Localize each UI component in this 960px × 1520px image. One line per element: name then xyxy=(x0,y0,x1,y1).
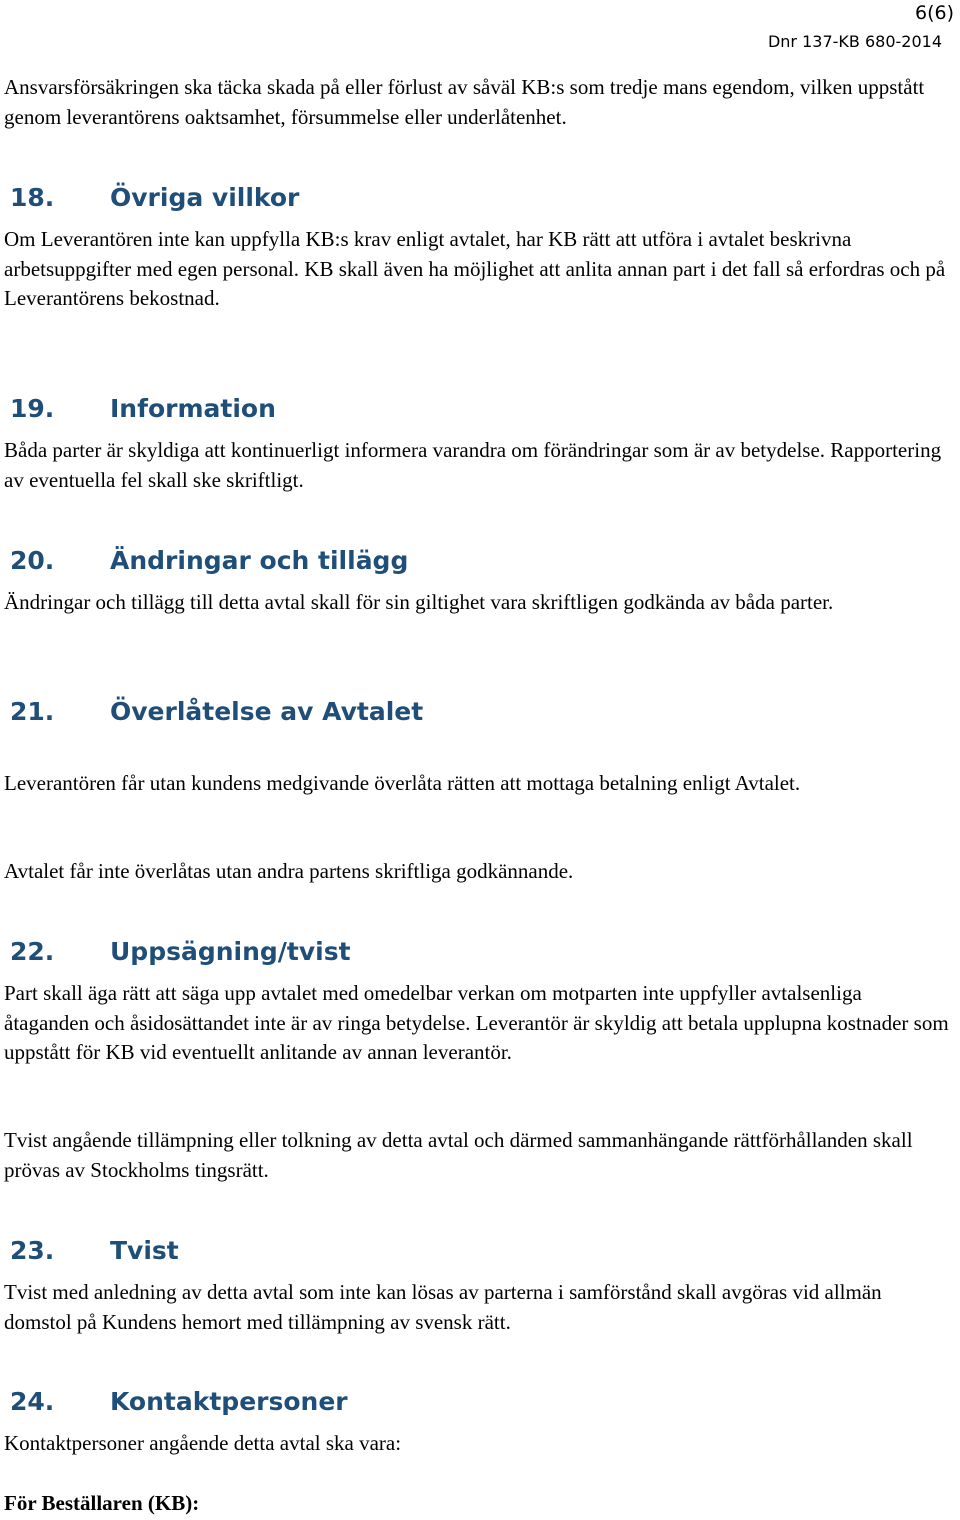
section-22-paragraph-1: Part skall äga rätt att säga upp avtalet med omedelbar verkan om motparten inte uppfyller avtalsenliga åtaganden och åsidosättandet inte är av ringa betydelse. Leverantör är skyldig att betala upplupna kostnader som uppstått för KB vid eventuellt anlitande av annan leverantör. xyxy=(4,981,949,1064)
section-22-title: Uppsägning/tvist xyxy=(110,937,351,966)
section-19-heading xyxy=(10,394,276,423)
section-21-paragraph-2: Avtalet får inte överlåtas utan andra partens skriftliga godkännande. xyxy=(4,859,574,883)
section-21-paragraph-1: Leverantören får utan kundens medgivande överlåta rätten att mottaga betalning enligt Avtalet. xyxy=(4,771,801,795)
section-19-number: 19. xyxy=(10,394,55,423)
section-19-title: Information xyxy=(110,394,276,423)
section-21-title: Överlåtelse av Avtalet xyxy=(110,697,424,726)
section-18-paragraph: Om Leverantören inte kan uppfylla KB:s krav enligt avtalet, har KB rätt att utföra i avtalet beskrivna arbetsuppgifter med egen personal. KB skall även ha möjlighet att anlita annan part i det fall så erfordras och på Leverantörens bekostnad. xyxy=(4,227,946,310)
section-19-paragraph: Båda parter är skyldiga att kontinuerligt informera varandra om förändringar som är av betydelse. Rapportering av eventuella fel skall ske skriftligt. xyxy=(4,438,942,492)
section-23-number: 23. xyxy=(10,1236,55,1265)
section-20-title: Ändringar och tillägg xyxy=(110,546,409,575)
section-22-heading xyxy=(10,937,351,966)
section-23-title: Tvist xyxy=(110,1236,179,1265)
document-reference: Dnr 137-KB 680-2014 xyxy=(767,32,942,51)
section-20-heading xyxy=(10,546,408,575)
section-20-paragraph: Ändringar och tillägg till detta avtal skall för sin giltighet vara skriftligen godkända av båda parter. xyxy=(4,590,834,614)
section-24-paragraph: Kontaktpersoner angående detta avtal ska vara: xyxy=(4,1431,402,1455)
section-23-heading xyxy=(10,1236,179,1265)
section-18-heading xyxy=(10,183,299,212)
section-18-number: 18. xyxy=(10,183,55,212)
client-contact-label: För Beställaren (KB): xyxy=(4,1491,200,1515)
section-24-title: Kontaktpersoner xyxy=(110,1387,348,1416)
section-20-number: 20. xyxy=(10,546,55,575)
section-23-paragraph: Tvist med anledning av detta avtal som inte kan lösas av parterna i samförstånd skall avgöras vid allmän domstol på Kundens hemort med tillämpning av svensk rätt. xyxy=(4,1280,882,1334)
section-21-heading xyxy=(10,697,423,726)
section-24-heading xyxy=(10,1387,348,1416)
section-18-title: Övriga villkor xyxy=(110,183,300,212)
section-22-number: 22. xyxy=(10,937,55,966)
section-21-number: 21. xyxy=(10,697,55,726)
intro-paragraph: Ansvarsförsäkringen ska täcka skada på eller förlust av såväl KB:s som tredje mans egendom, vilken uppstått genom leverantörens oaktsamhet, försummelse eller underlåtenhet. xyxy=(4,75,925,129)
page-number: 6(6) xyxy=(914,2,954,24)
section-22-paragraph-2: Tvist angående tillämpning eller tolkning av detta avtal och därmed sammanhängande rättförhållanden skall prövas av Stockholms tingsrätt. xyxy=(4,1128,913,1182)
section-24-number: 24. xyxy=(10,1387,55,1416)
